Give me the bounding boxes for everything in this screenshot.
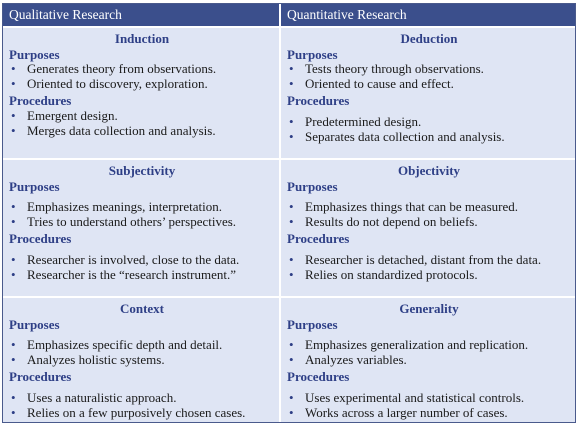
list-item: • Analyzes variables. — [287, 353, 571, 368]
cell-subjectivity — [3, 160, 279, 296]
purposes-label: Purposes — [287, 178, 338, 194]
procedures-label: Procedures — [287, 231, 350, 247]
header-quantitative: Quantitative Research — [281, 4, 575, 26]
list-item: • Separates data collection and analysis. — [287, 130, 571, 145]
list-item: • Emphasizes specific depth and detail. — [9, 338, 275, 353]
procedures-list — [9, 253, 275, 282]
list-item: • Researcher is the “research instrument.” — [9, 268, 275, 283]
purposes-label: Purposes — [287, 46, 338, 62]
procedures-list — [9, 391, 275, 420]
list-item: • Emergent design. — [9, 109, 275, 124]
purposes-list — [9, 200, 275, 229]
procedures-list — [287, 115, 571, 144]
procedures-list — [9, 109, 275, 138]
list-item: • Tries to understand others’ perspectives. — [9, 215, 275, 230]
cell-title: Objectivity — [397, 163, 461, 178]
list-item: • Analyzes holistic systems. — [9, 353, 275, 368]
list-item: • Relies on a few purposively chosen cases. — [9, 406, 275, 421]
purposes-label: Purposes — [9, 178, 60, 194]
purposes-list — [287, 62, 571, 91]
list-item: • Generates theory from observations. — [9, 62, 275, 77]
list-item: • Researcher is detached, distant from the data. — [287, 253, 571, 268]
purposes-list — [287, 338, 571, 367]
purposes-label: Purposes — [9, 46, 60, 62]
purposes-list — [9, 62, 275, 91]
cell-title: Induction — [114, 31, 170, 46]
list-item: • Researcher is involved, close to the data. — [9, 253, 275, 268]
purposes-label: Purposes — [9, 316, 60, 332]
procedures-label: Procedures — [9, 231, 72, 247]
procedures-list — [287, 253, 571, 282]
cell-title: Deduction — [400, 31, 458, 46]
list-item: • Merges data collection and analysis. — [9, 124, 275, 139]
comparison-table — [2, 3, 576, 423]
procedures-label: Procedures — [9, 369, 72, 385]
list-item: • Relies on standardized protocols. — [287, 268, 571, 283]
procedures-label: Procedures — [287, 93, 350, 109]
list-item: • Results do not depend on beliefs. — [287, 215, 571, 230]
header-qualitative: Qualitative Research — [3, 4, 279, 26]
cell-objectivity — [281, 160, 575, 296]
cell-title: Subjectivity — [108, 163, 176, 178]
purposes-list — [287, 200, 571, 229]
cell-title: Generality — [399, 301, 459, 316]
list-item: • Oriented to cause and effect. — [287, 77, 571, 92]
cell-induction — [3, 28, 279, 158]
purposes-list — [9, 338, 275, 367]
list-item: • Tests theory through observations. — [287, 62, 571, 77]
cell-title: Context — [119, 301, 165, 316]
cell-context — [3, 298, 279, 422]
list-item: • Uses a naturalistic approach. — [9, 391, 275, 406]
list-item: • Oriented to discovery, exploration. — [9, 77, 275, 92]
procedures-label: Procedures — [287, 369, 350, 385]
cell-deduction — [281, 28, 575, 158]
cell-generality — [281, 298, 575, 422]
list-item: • Emphasizes generalization and replication. — [287, 338, 571, 353]
procedures-list — [287, 391, 571, 420]
purposes-label: Purposes — [287, 316, 338, 332]
list-item: • Predetermined design. — [287, 115, 571, 130]
procedures-label: Procedures — [9, 93, 72, 109]
list-item: • Emphasizes things that can be measured. — [287, 200, 571, 215]
list-item: • Works across a larger number of cases. — [287, 406, 571, 421]
list-item: • Emphasizes meanings, interpretation. — [9, 200, 275, 215]
list-item: • Uses experimental and statistical controls. — [287, 391, 571, 406]
